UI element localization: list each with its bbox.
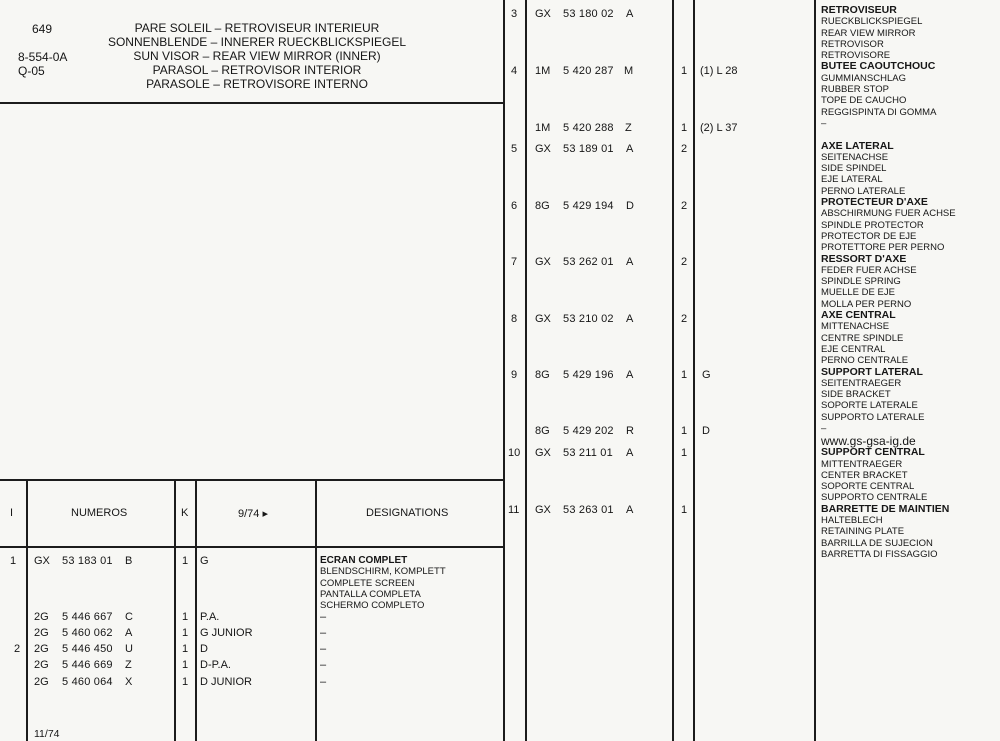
description-line: PANTALLA COMPLETA: [320, 588, 421, 600]
part-note: G JUNIOR: [200, 627, 253, 639]
part-suffix: A: [125, 627, 133, 639]
part-suffix: D: [626, 200, 634, 212]
page-number: 649: [32, 22, 53, 36]
part-number: 53 189 01: [563, 143, 614, 155]
row-index: 5: [511, 143, 518, 155]
part-suffix: A: [626, 8, 634, 20]
designation-title: SUPPORT CENTRAL: [821, 446, 925, 459]
designation-line: SEITENACHSE: [821, 151, 889, 163]
part-suffix: A: [626, 369, 634, 381]
part-qty: 2: [681, 313, 688, 325]
part-prefix: 2G: [34, 676, 49, 688]
divider-left-note: [195, 479, 197, 741]
part-note: (1) L 28: [700, 65, 738, 77]
part-note: D: [200, 643, 208, 655]
part-note: D-P.A.: [200, 659, 231, 671]
designation-line: FEDER FUER ACHSE: [821, 264, 917, 276]
row-index: 4: [511, 65, 518, 77]
table-header-bottom-rule: [0, 546, 505, 548]
title-es: PARASOL – RETROVISOR INTERIOR: [152, 63, 362, 77]
part-number: 5 446 669: [62, 659, 113, 671]
part-prefix: 8G: [535, 200, 550, 212]
right-designations: [821, 5, 956, 560]
designation-line: SPINDLE SPRING: [821, 276, 901, 288]
col-header-qty: K: [181, 507, 189, 519]
designation-line: RUBBER STOP: [821, 84, 889, 96]
part-suffix: A: [626, 447, 634, 459]
col-header-index: I: [10, 507, 14, 519]
description-line: BLENDSCHIRM, KOMPLETT: [320, 566, 446, 578]
part-qty: 1: [681, 122, 688, 134]
part-number: 5 420 287: [563, 65, 614, 77]
row-index: 9: [511, 369, 518, 381]
part-number: 5 429 194: [563, 200, 614, 212]
col-header-date: 9/74 ▸: [238, 508, 268, 520]
description-line: ECRAN COMPLET: [320, 555, 408, 566]
divider-right-qty: [672, 0, 674, 741]
part-qty: 1: [182, 611, 189, 623]
row-index: 8: [511, 313, 518, 325]
title-it: PARASOLE – RETROVISORE INTERNO: [146, 77, 368, 91]
part-prefix: 1M: [535, 65, 551, 77]
col-header-numbers: NUMEROS: [71, 507, 128, 519]
part-description: –: [320, 659, 327, 671]
part-number: 53 210 02: [563, 313, 614, 325]
part-prefix: GX: [535, 447, 551, 459]
part-suffix: Z: [625, 122, 632, 134]
designation-line: SIDE SPINDEL: [821, 163, 887, 175]
part-number: 5 460 064: [62, 676, 113, 688]
designation-line: SOPORTE LATERALE: [821, 400, 918, 412]
description-line: COMPLETE SCREEN: [320, 577, 415, 589]
part-qty: 1: [681, 369, 688, 381]
part-number: 53 211 01: [563, 447, 613, 459]
section-code: Q-05: [18, 64, 45, 78]
part-suffix: A: [626, 504, 634, 516]
designation-line: SIDE BRACKET: [821, 389, 891, 401]
row-index: 10: [508, 447, 521, 459]
designation-line: TOPE DE CAUCHO: [821, 95, 907, 107]
row-index: 7: [511, 256, 518, 268]
designation-line: SUPPORTO CENTRALE: [821, 492, 928, 504]
part-number: 53 263 01: [563, 504, 614, 516]
part-prefix: GX: [535, 313, 551, 325]
part-note: D: [702, 425, 710, 437]
part-suffix: U: [125, 643, 133, 655]
divider-right-index: [525, 0, 527, 741]
part-description: –: [320, 643, 327, 655]
title-de: SONNENBLENDE – INNERER RUECKBLICKSPIEGEL: [107, 35, 407, 49]
designation-line: SEITENTRAEGER: [821, 377, 902, 389]
part-number: 53 262 01: [563, 256, 614, 268]
divider-left-index: [26, 479, 28, 741]
designation-line: RUECKBLICKSPIEGEL: [821, 16, 923, 28]
designation-title: BARRETTE DE MAINTIEN: [821, 502, 950, 515]
designation-line: HALTEBLECH: [821, 515, 883, 527]
designation-line: PROTETTORE PER PERNO: [821, 242, 945, 254]
part-qty: 1: [681, 65, 688, 77]
designation-line: –: [821, 422, 827, 434]
designation-line: CENTRE SPINDLE: [821, 332, 904, 344]
part-prefix: 1M: [535, 122, 551, 134]
designation-line: www.gs-gsa-ig.de: [821, 434, 916, 449]
part-qty: 1: [182, 659, 189, 671]
part-note: G: [702, 369, 711, 381]
row-index: 11: [508, 504, 520, 516]
designation-line: MITTENACHSE: [821, 321, 890, 333]
part-qty: 1: [182, 555, 189, 567]
part-prefix: GX: [34, 555, 50, 567]
part-prefix: GX: [535, 504, 551, 516]
designation-line: SUPPORTO LATERALE: [821, 411, 925, 423]
part-suffix: B: [125, 555, 133, 567]
designation-line: RETROVISORE: [821, 50, 891, 62]
designation-title: BUTEE CAOUTCHOUC: [821, 60, 936, 73]
divider-left-qty: [174, 479, 176, 741]
designation-line: REAR VIEW MIRROR: [821, 27, 916, 39]
part-number: 5 446 450: [62, 643, 113, 655]
part-prefix: 2G: [34, 643, 49, 655]
part-number: 5 429 196: [563, 369, 614, 381]
designation-line: PERNO CENTRALE: [821, 355, 909, 367]
ref-code: 8-554-0A: [18, 50, 68, 64]
divider-left-desc: [315, 479, 317, 741]
part-prefix: GX: [535, 256, 551, 268]
header-bottom-rule: [0, 102, 505, 104]
designation-line: SPINDLE PROTECTOR: [821, 219, 924, 231]
row-index: 3: [511, 8, 518, 20]
part-prefix: GX: [535, 143, 551, 155]
divider-right-note: [693, 0, 695, 741]
designation-title: SUPPORT LATERAL: [821, 365, 923, 378]
footer-date: 11/74: [34, 728, 60, 740]
part-qty: 1: [182, 676, 189, 688]
row-index: 6: [511, 200, 518, 212]
part-suffix: C: [125, 611, 133, 623]
part-suffix: X: [125, 676, 133, 688]
part-prefix: 2G: [34, 611, 49, 623]
designation-line: PERNO LATERALE: [821, 185, 906, 197]
table-top-rule: [0, 479, 505, 481]
part-suffix: A: [626, 256, 634, 268]
part-number: 53 183 01: [62, 555, 113, 567]
divider-right-desc: [814, 0, 816, 741]
part-note: (2) L 37: [700, 122, 738, 134]
designation-line: SOPORTE CENTRAL: [821, 481, 915, 493]
part-qty: 2: [681, 256, 688, 268]
part-qty: 2: [681, 200, 688, 212]
description-line: SCHERMO COMPLETO: [320, 600, 425, 612]
part-suffix: R: [626, 425, 634, 437]
designation-line: [821, 129, 956, 140]
part-prefix: 2G: [34, 659, 49, 671]
part-qty: 1: [182, 643, 189, 655]
designation-line: EJE LATERAL: [821, 174, 883, 186]
part-qty: 1: [681, 447, 688, 459]
part-prefix: GX: [535, 8, 551, 20]
part-description: –: [320, 676, 327, 688]
part-description: [320, 555, 446, 611]
designation-title: RESSORT D'AXE: [821, 252, 907, 265]
designation-line: BARRETTA DI FISSAGGIO: [821, 548, 938, 560]
designation-line: –: [821, 117, 827, 129]
part-prefix: 2G: [34, 627, 49, 639]
col-header-designations: DESIGNATIONS: [366, 507, 449, 519]
part-note: D JUNIOR: [200, 676, 252, 688]
part-suffix: Z: [125, 659, 132, 671]
part-number: 53 180 02: [563, 8, 614, 20]
row-index: 1: [10, 555, 17, 567]
part-prefix: 8G: [535, 369, 550, 381]
designation-line: EJE CENTRAL: [821, 343, 886, 355]
designation-title: AXE LATERAL: [821, 139, 894, 152]
part-description: –: [320, 627, 327, 639]
designation-title: AXE CENTRAL: [821, 309, 896, 322]
designation-title: RETROVISEUR: [821, 4, 897, 16]
designation-line: MOLLA PER PERNO: [821, 298, 912, 310]
part-qty: 2: [681, 143, 688, 155]
designation-line: RETROVISOR: [821, 38, 884, 50]
part-note: G: [200, 555, 209, 567]
part-suffix: A: [626, 313, 634, 325]
part-qty: 1: [681, 425, 688, 437]
designation-line: MUELLE DE EJE: [821, 287, 895, 299]
designation-line: GUMMIANSCHLAG: [821, 72, 906, 84]
part-prefix: 8G: [535, 425, 550, 437]
divider-main: [503, 0, 505, 741]
designation-line: PROTECTOR DE EJE: [821, 230, 917, 242]
title-fr: PARE SOLEIL – RETROVISEUR INTERIEUR: [134, 21, 380, 35]
part-number: 5 446 667: [62, 611, 113, 623]
part-note: P.A.: [200, 611, 220, 623]
designation-line: CENTER BRACKET: [821, 469, 908, 481]
designation-line: MITTENTRAEGER: [821, 458, 903, 470]
part-qty: 1: [182, 627, 189, 639]
part-qty: 1: [681, 504, 688, 516]
part-number: 5 420 288: [563, 122, 614, 134]
designation-line: REGGISPINTA DI GOMMA: [821, 106, 937, 118]
designation-title: PROTECTEUR D'AXE: [821, 196, 928, 209]
part-number: 5 460 062: [62, 627, 113, 639]
part-number: 5 429 202: [563, 425, 614, 437]
part-description: –: [320, 611, 327, 623]
part-suffix: M: [624, 65, 634, 77]
title-en: SUN VISOR – REAR VIEW MIRROR (INNER): [133, 49, 381, 63]
part-suffix: A: [626, 143, 634, 155]
designation-line: RETAINING PLATE: [821, 526, 905, 538]
designation-line: BARRILLA DE SUJECION: [821, 537, 933, 549]
designation-line: ABSCHIRMUNG FUER ACHSE: [821, 208, 956, 220]
row-index: 2: [14, 643, 21, 655]
